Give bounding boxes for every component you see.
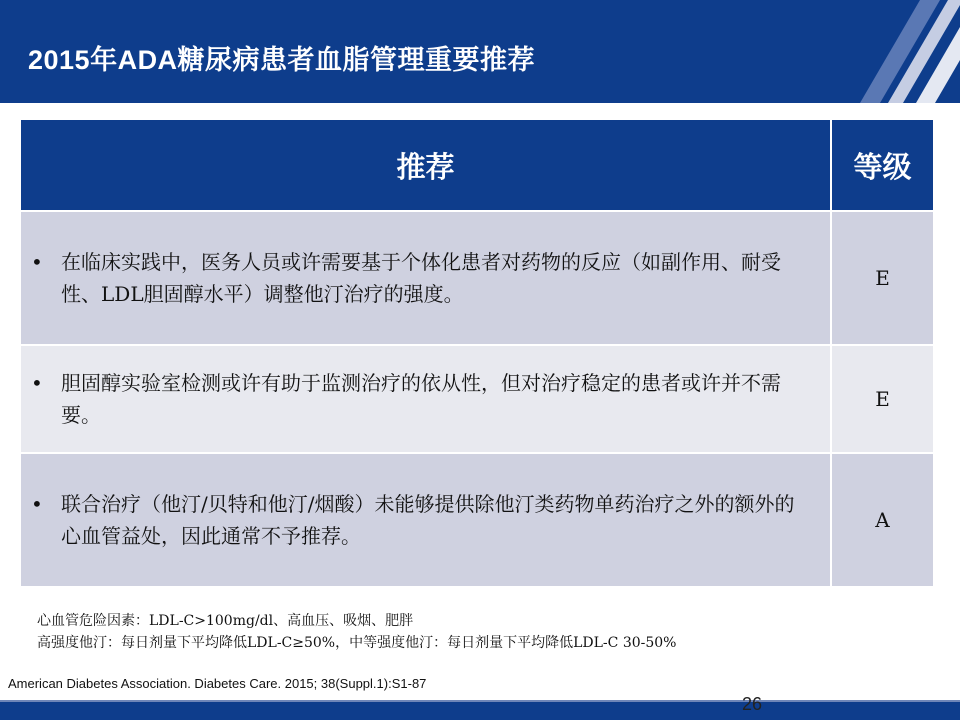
- recommendation-table: [19, 118, 933, 586]
- grade-cell: A: [831, 453, 934, 587]
- recommendation-cell: [20, 211, 831, 345]
- grade-cell: E: [831, 345, 934, 453]
- recommendation-text: 联合治疗（他汀/贝特和他汀/烟酸）未能够提供除他汀类药物单药治疗之外的额外的心血管益处，因此通常不予推荐。: [61, 492, 795, 548]
- table-row: [20, 453, 934, 587]
- slide-header: [0, 0, 960, 103]
- footnote-risk-factors: 心血管危险因素：LDL-C>100mg/dl、高血压、吸烟、肥胖: [37, 613, 414, 629]
- recommendation-text: 在临床实践中，医务人员或许需要基于个体化患者对药物的反应（如副作用、耐受性、LDL胆固醇水平）调整他汀治疗的强度。: [61, 250, 781, 306]
- recommendation-text: 胆固醇实验室检测或许有助于监测治疗的依从性，但对治疗稳定的患者或许并不需要。: [61, 371, 781, 427]
- footer-bar: [0, 702, 960, 720]
- footnote-statin-intensity: 高强度他汀：每日剂量下平均降低LDL-C≥50%，中等强度他汀：每日剂量下平均降低LDL-C 30-50%: [37, 635, 677, 651]
- footnotes: [37, 610, 676, 654]
- table-row: [20, 345, 934, 453]
- grade-cell: E: [831, 211, 934, 345]
- header-recommendation: 推荐: [20, 119, 831, 211]
- recommendation-cell: [20, 453, 831, 587]
- header-grade: 等级: [831, 119, 934, 211]
- page-number: 26: [742, 694, 763, 714]
- recommendation-cell: [20, 345, 831, 453]
- bullet-icon: •: [31, 371, 43, 395]
- citation: American Diabetes Association. Diabetes Care. 2015; 38(Suppl.1):S1-87: [8, 676, 427, 691]
- table-header-row: [20, 119, 934, 211]
- bullet-icon: •: [31, 492, 43, 516]
- bullet-icon: •: [31, 250, 43, 274]
- slide-title: 2015年ADA糖尿病患者血脂管理重要推荐: [28, 45, 536, 75]
- header-stripes-decoration: [790, 0, 960, 103]
- table-row: [20, 211, 934, 345]
